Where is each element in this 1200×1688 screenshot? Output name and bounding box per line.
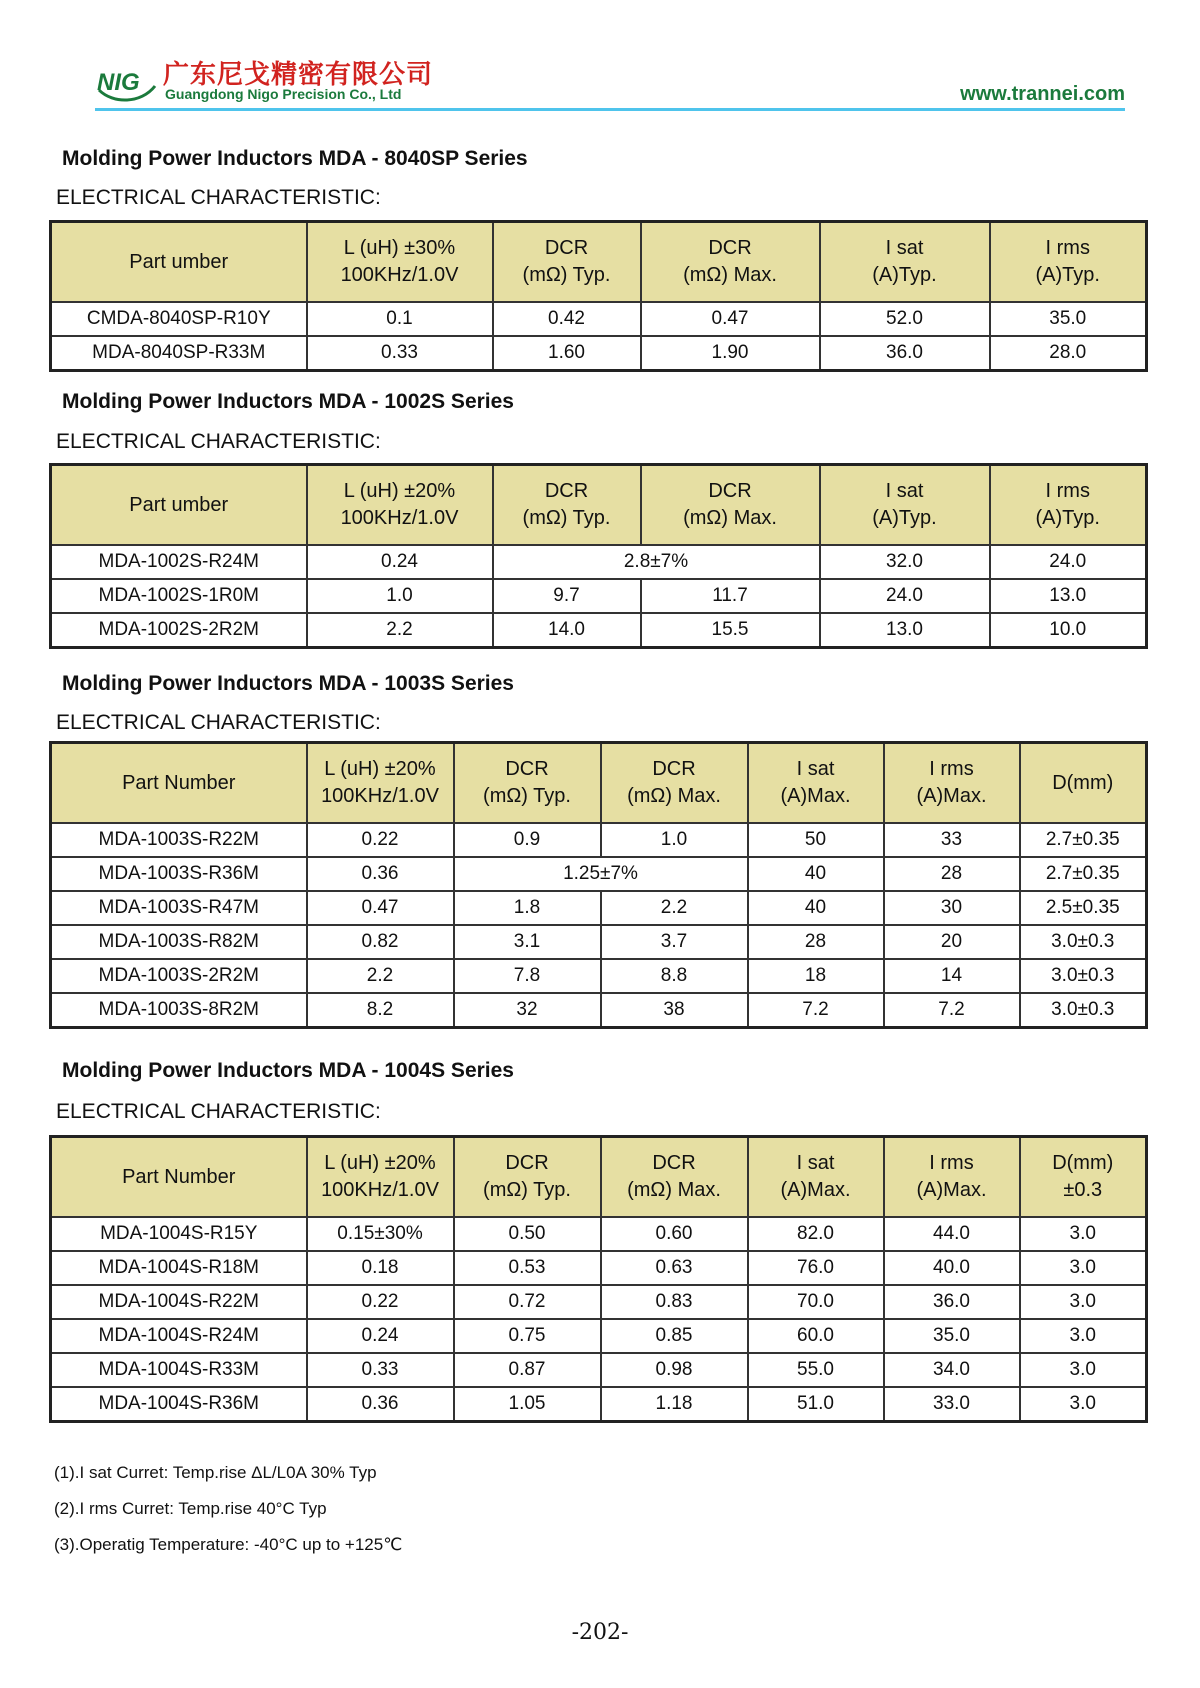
table-cell: 1.8: [454, 891, 601, 925]
table-cell: 0.33: [307, 336, 493, 371]
table-row: [51, 823, 1147, 857]
table-cell: 40: [748, 857, 884, 891]
table-cell: 0.75: [454, 1319, 601, 1353]
spec-table-1003s: [49, 741, 1148, 1029]
table-row: [51, 545, 1147, 579]
section-label: ELECTRICAL CHARACTERISTIC:: [56, 186, 381, 209]
table-cell: 2.7±0.35: [1020, 857, 1147, 891]
table-row: [51, 579, 1147, 613]
header-text: DCR: [544, 480, 589, 502]
header-text: 100KHz/1.0V: [321, 1179, 439, 1201]
table-header-row: [51, 465, 1147, 546]
page-number: -202-: [571, 1620, 629, 1645]
header-text: Part umber: [129, 493, 229, 516]
table-cell: 1.60: [493, 336, 641, 371]
table-cell: MDA-1003S-R22M: [51, 823, 307, 857]
table-cell: MDA-8040SP-R33M: [51, 336, 307, 371]
table-cell: 0.85: [601, 1319, 748, 1353]
col-header-isat: [820, 222, 990, 303]
header-rule: [95, 108, 1125, 111]
table-cell: 35.0: [990, 302, 1147, 336]
table-row: [51, 1217, 1147, 1251]
col-header-irms: [990, 222, 1147, 303]
logo-text: NIG: [97, 69, 140, 96]
table-cell: CMDA-8040SP-R10Y: [51, 302, 307, 336]
header-text: I sat: [885, 237, 924, 259]
header-text: (A)Max.: [780, 785, 851, 807]
table-cell: 52.0: [820, 302, 990, 336]
table-cell: 2.5±0.35: [1020, 891, 1147, 925]
table-cell: 0.24: [307, 1319, 454, 1353]
header-text: L (uH) ±30%: [343, 237, 456, 259]
col-header-dimension: [1020, 743, 1147, 824]
table-cell: 50: [748, 823, 884, 857]
table-row: [51, 1285, 1147, 1319]
header-text: I rms: [1045, 480, 1090, 502]
header-text: (A)Typ.: [872, 507, 937, 529]
table-cell: MDA-1004S-R24M: [51, 1319, 307, 1353]
table-cell: 14.0: [493, 613, 641, 648]
table-cell: 0.83: [601, 1285, 748, 1319]
col-header-inductance: [307, 222, 493, 303]
table-cell: 0.36: [307, 1387, 454, 1422]
table-cell: 36.0: [884, 1285, 1020, 1319]
table-cell: MDA-1003S-R36M: [51, 857, 307, 891]
table-cell: 3.1: [454, 925, 601, 959]
header-text: 100KHz/1.0V: [321, 785, 439, 807]
header-text: DCR: [708, 480, 752, 502]
table-cell: 0.60: [601, 1217, 748, 1251]
table-cell: 0.22: [307, 1285, 454, 1319]
table-cell: 0.1: [307, 302, 493, 336]
header-text: 100KHz/1.0V: [340, 507, 459, 529]
footnote: (2).I rms Curret: Temp.rise 40°C Typ: [54, 1499, 327, 1518]
col-header-inductance: [307, 465, 493, 546]
table-cell: 28: [748, 925, 884, 959]
section-label: ELECTRICAL CHARACTERISTIC:: [56, 1100, 381, 1123]
page-header: [95, 52, 1125, 112]
table-cell: MDA-1003S-R47M: [51, 891, 307, 925]
header-text: (mΩ) Typ.: [483, 1179, 571, 1201]
website-url: www.trannei.com: [960, 83, 1125, 105]
col-header-part: [51, 743, 307, 824]
table-cell: 24.0: [990, 545, 1147, 579]
section-label: ELECTRICAL CHARACTERISTIC:: [56, 430, 381, 453]
col-header-part: [51, 465, 307, 546]
table-row: [51, 857, 1147, 891]
table-cell: 3.0: [1020, 1387, 1147, 1422]
table-cell: 28: [884, 857, 1020, 891]
header-text: (mΩ) Typ.: [522, 264, 611, 286]
header-text: DCR: [544, 237, 589, 259]
table-row: [51, 1319, 1147, 1353]
table-cell: 36.0: [820, 336, 990, 371]
table-cell: 60.0: [748, 1319, 884, 1353]
series-title-8040sp: Molding Power Inductors MDA - 8040SP Series: [62, 147, 528, 170]
table-row: [51, 1353, 1147, 1387]
table-cell: MDA-1003S-R82M: [51, 925, 307, 959]
series-title-1003s: Molding Power Inductors MDA - 1003S Series: [62, 672, 514, 695]
table-cell: MDA-1004S-R33M: [51, 1353, 307, 1387]
table-cell: 0.47: [641, 302, 820, 336]
col-header-dcr-max: [641, 465, 820, 546]
footnotes: [54, 1455, 402, 1563]
table-cell: 35.0: [884, 1319, 1020, 1353]
table-cell: 8.8: [601, 959, 748, 993]
table-header-row: [51, 1137, 1147, 1218]
table-cell: 0.53: [454, 1251, 601, 1285]
table-row: [51, 302, 1147, 336]
table-cell: 3.0: [1020, 1319, 1147, 1353]
header-text: I sat: [885, 480, 924, 502]
header-text: DCR: [505, 758, 549, 780]
header-text: I rms: [929, 758, 974, 780]
table-cell: 0.15±30%: [307, 1217, 454, 1251]
table-cell: 11.7: [641, 579, 820, 613]
table-cell: 8.2: [307, 993, 454, 1028]
header-text: DCR: [505, 1152, 549, 1174]
company-name-en: Guangdong Nigo Precision Co., Ltd: [165, 86, 402, 102]
header-text: (mΩ) Max.: [627, 1179, 721, 1201]
table-header-row: [51, 222, 1147, 303]
header-text: (A)Max.: [916, 1179, 987, 1201]
table-cell: 9.7: [493, 579, 641, 613]
header-text: (A)Typ.: [872, 264, 937, 286]
table-cell: 1.18: [601, 1387, 748, 1422]
table-cell-merged: 1.25±7%: [454, 857, 748, 891]
header-text: D(mm): [1052, 1152, 1114, 1174]
header-text: DCR: [708, 237, 752, 259]
col-header-irms: [990, 465, 1147, 546]
table-cell: 44.0: [884, 1217, 1020, 1251]
col-header-irms: [884, 743, 1020, 824]
col-header-dcr-max: [601, 1137, 748, 1218]
col-header-isat: [748, 743, 884, 824]
header-text: (mΩ) Typ.: [522, 507, 611, 529]
col-header-dcr-typ: [493, 222, 641, 303]
header-text: (mΩ) Max.: [627, 785, 721, 807]
col-header-dimension: [1020, 1137, 1147, 1218]
table-cell: 34.0: [884, 1353, 1020, 1387]
header-text: I sat: [796, 1152, 835, 1174]
table-cell: 18: [748, 959, 884, 993]
table-cell: 0.36: [307, 857, 454, 891]
table-cell: 32.0: [820, 545, 990, 579]
footnote: (3).Operatig Temperature: -40°C up to +125℃: [54, 1535, 403, 1554]
col-header-dcr-max: [641, 222, 820, 303]
table-cell: 32: [454, 993, 601, 1028]
table-cell: 30: [884, 891, 1020, 925]
footnote: (1).I sat Curret: Temp.rise ΔL/L0A 30% Typ: [54, 1463, 377, 1482]
header-text: (A)Max.: [780, 1179, 851, 1201]
spec-table-1002s: [49, 463, 1148, 649]
table-row: [51, 1251, 1147, 1285]
table-row: [51, 959, 1147, 993]
table-cell: 7.2: [748, 993, 884, 1028]
table-cell: 0.63: [601, 1251, 748, 1285]
col-header-inductance: [307, 743, 454, 824]
table-cell: 7.8: [454, 959, 601, 993]
table-cell: MDA-1004S-R22M: [51, 1285, 307, 1319]
table-cell: 20: [884, 925, 1020, 959]
header-text: I rms: [1045, 237, 1090, 259]
header-text: Part Number: [122, 771, 236, 794]
table-cell: 0.24: [307, 545, 493, 579]
table-cell: 0.9: [454, 823, 601, 857]
table-cell: MDA-1002S-2R2M: [51, 613, 307, 648]
header-text: Part umber: [129, 250, 229, 273]
col-header-inductance: [307, 1137, 454, 1218]
col-header-dcr-typ: [493, 465, 641, 546]
table-cell: 24.0: [820, 579, 990, 613]
header-text: (A)Typ.: [1035, 507, 1100, 529]
table-cell: 0.98: [601, 1353, 748, 1387]
table-cell: 82.0: [748, 1217, 884, 1251]
table-cell: 3.0±0.3: [1020, 925, 1147, 959]
table-cell: 1.0: [601, 823, 748, 857]
table-row: [51, 993, 1147, 1028]
header-text: (A)Max.: [916, 785, 987, 807]
table-cell: 0.50: [454, 1217, 601, 1251]
table-cell: 70.0: [748, 1285, 884, 1319]
header-text: DCR: [652, 758, 696, 780]
header-text: (mΩ) Max.: [683, 507, 777, 529]
col-header-irms: [884, 1137, 1020, 1218]
table-cell: MDA-1004S-R36M: [51, 1387, 307, 1422]
table-cell: 33.0: [884, 1387, 1020, 1422]
table-cell: MDA-1003S-2R2M: [51, 959, 307, 993]
table-cell: 55.0: [748, 1353, 884, 1387]
header-text: I rms: [929, 1152, 974, 1174]
table-cell-merged: 2.8±7%: [493, 545, 820, 579]
table-cell: 2.2: [307, 613, 493, 648]
header-text: Part Number: [122, 1165, 236, 1188]
table-cell: 2.2: [601, 891, 748, 925]
header-text: (A)Typ.: [1035, 264, 1100, 286]
col-header-part: [51, 222, 307, 303]
table-cell: 1.05: [454, 1387, 601, 1422]
header-text: ±0.3: [1063, 1179, 1103, 1201]
header-text: (mΩ) Max.: [683, 264, 777, 286]
table-cell: 3.7: [601, 925, 748, 959]
table-row: [51, 613, 1147, 648]
table-cell: 40.0: [884, 1251, 1020, 1285]
table-cell: 51.0: [748, 1387, 884, 1422]
table-cell: 40: [748, 891, 884, 925]
table-row: [51, 925, 1147, 959]
table-cell: 0.33: [307, 1353, 454, 1387]
table-cell: 10.0: [990, 613, 1147, 648]
table-cell: 7.2: [884, 993, 1020, 1028]
table-cell: 3.0: [1020, 1285, 1147, 1319]
series-title-1002s: Molding Power Inductors MDA - 1002S Series: [62, 390, 514, 413]
table-cell: 0.47: [307, 891, 454, 925]
spec-table-8040sp: [49, 220, 1148, 372]
table-cell: 33: [884, 823, 1020, 857]
table-cell: 3.0: [1020, 1353, 1147, 1387]
col-header-isat: [748, 1137, 884, 1218]
table-cell: 0.87: [454, 1353, 601, 1387]
table-cell: MDA-1004S-R15Y: [51, 1217, 307, 1251]
table-cell: MDA-1004S-R18M: [51, 1251, 307, 1285]
table-cell: 76.0: [748, 1251, 884, 1285]
col-header-dcr-max: [601, 743, 748, 824]
table-header-row: [51, 743, 1147, 824]
table-cell: 13.0: [820, 613, 990, 648]
table-cell: 0.82: [307, 925, 454, 959]
col-header-part: [51, 1137, 307, 1218]
col-header-isat: [820, 465, 990, 546]
col-header-dcr-typ: [454, 743, 601, 824]
table-cell: 0.72: [454, 1285, 601, 1319]
table-row: [51, 891, 1147, 925]
table-cell: 3.0: [1020, 1251, 1147, 1285]
table-cell: 38: [601, 993, 748, 1028]
table-cell: 13.0: [990, 579, 1147, 613]
table-cell: 3.0±0.3: [1020, 959, 1147, 993]
table-row: [51, 336, 1147, 371]
table-cell: 1.90: [641, 336, 820, 371]
table-cell: MDA-1003S-8R2M: [51, 993, 307, 1028]
table-row: [51, 1387, 1147, 1422]
company-name-cn: 广东尼戈精密有限公司: [163, 60, 434, 90]
table-cell: 1.0: [307, 579, 493, 613]
header-text: D(mm): [1052, 771, 1114, 794]
table-cell: 3.0: [1020, 1217, 1147, 1251]
table-cell: 0.42: [493, 302, 641, 336]
series-title-1004s: Molding Power Inductors MDA - 1004S Series: [62, 1059, 514, 1082]
header-text: DCR: [652, 1152, 696, 1174]
table-cell: 2.7±0.35: [1020, 823, 1147, 857]
header-text: L (uH) ±20%: [343, 480, 456, 502]
table-cell: 2.2: [307, 959, 454, 993]
header-text: L (uH) ±20%: [324, 758, 436, 780]
table-cell: 28.0: [990, 336, 1147, 371]
col-header-dcr-typ: [454, 1137, 601, 1218]
header-text: 100KHz/1.0V: [340, 264, 459, 286]
table-cell: 0.22: [307, 823, 454, 857]
header-text: (mΩ) Typ.: [483, 785, 571, 807]
spec-table-1004s: [49, 1135, 1148, 1423]
header-text: I sat: [796, 758, 835, 780]
table-cell: 15.5: [641, 613, 820, 648]
table-cell: MDA-1002S-R24M: [51, 545, 307, 579]
table-cell: 14: [884, 959, 1020, 993]
company-logo: [95, 60, 159, 104]
header-text: L (uH) ±20%: [324, 1152, 436, 1174]
table-cell: 3.0±0.3: [1020, 993, 1147, 1028]
table-cell: MDA-1002S-1R0M: [51, 579, 307, 613]
section-label: ELECTRICAL CHARACTERISTIC:: [56, 711, 381, 734]
table-cell: 0.18: [307, 1251, 454, 1285]
